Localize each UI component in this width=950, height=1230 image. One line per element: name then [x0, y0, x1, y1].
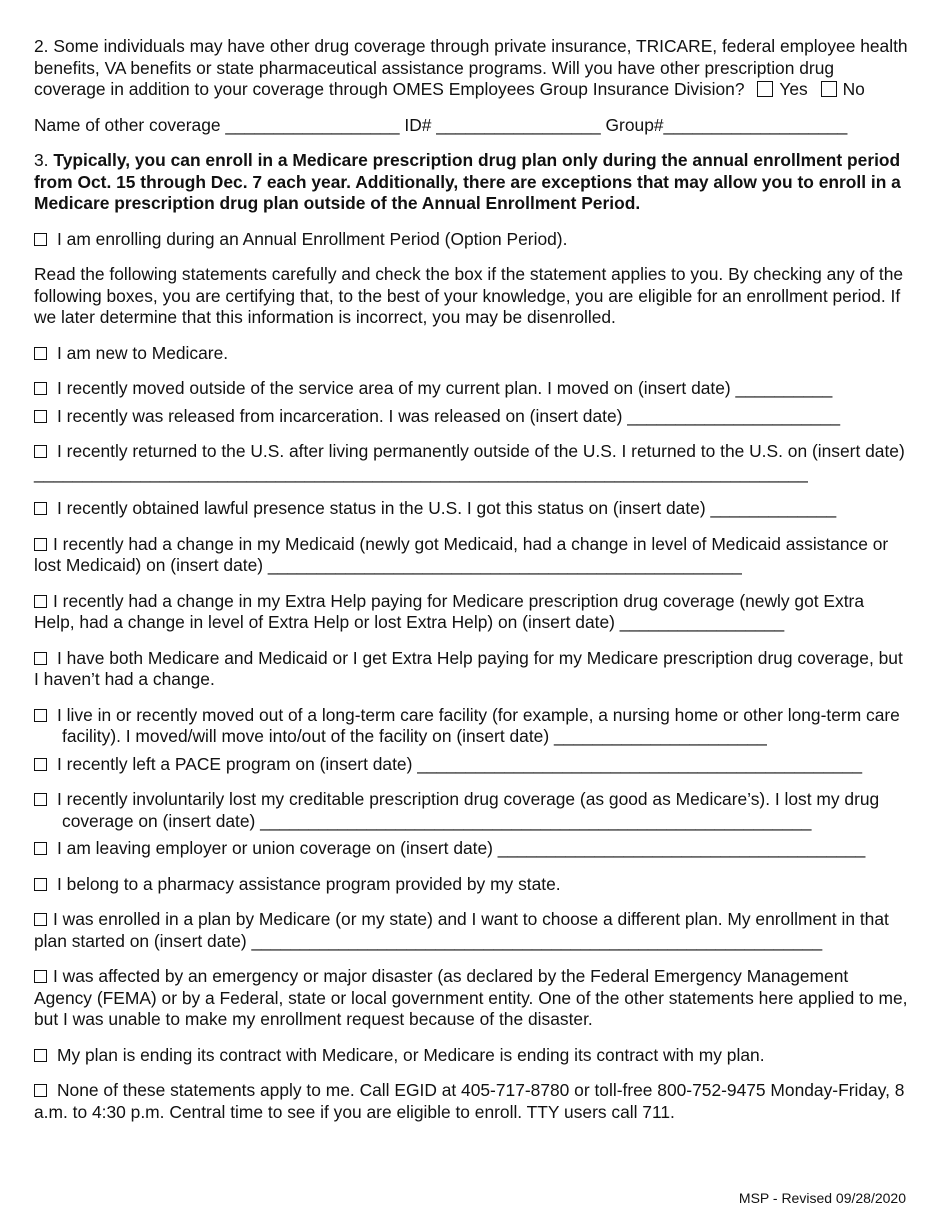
- incarceration-checkbox[interactable]: [34, 410, 47, 423]
- plan-ending-checkbox[interactable]: [34, 1049, 47, 1062]
- revision-footer: MSP - Revised 09/28/2020: [738, 1190, 906, 1206]
- statement-medicaid-change: [34, 534, 908, 577]
- enrolled-by-medicare-label: I was enrolled in a plan by Medicare (or my state) and I want to choose a different plan. My enrollment in that plan started on (insert date) ___________________________________________________________: [34, 909, 889, 951]
- pharmacy-assistance-checkbox[interactable]: [34, 878, 47, 891]
- disaster-label: I was affected by an emergency or major disaster (as declared by the Federal Emergency Management Agency (FEMA) or by a Federal, state or local government entity. One of the other statements here applied to me, but I was unable to make my enrollment request because of the disaster.: [34, 966, 908, 1029]
- statement-incarceration: [34, 406, 908, 428]
- long-term-care-checkbox[interactable]: [34, 709, 47, 722]
- statement-annual: [34, 229, 908, 251]
- creditable-coverage-checkbox[interactable]: [34, 793, 47, 806]
- form-page: [34, 36, 908, 1137]
- yes-checkbox[interactable]: [757, 81, 773, 97]
- returned-checkbox[interactable]: [34, 445, 47, 458]
- question-2: [34, 36, 908, 101]
- disaster-checkbox[interactable]: [34, 970, 47, 983]
- statement-employer-coverage: [34, 838, 908, 860]
- medicaid-change-label: I recently had a change in my Medicaid (newly got Medicaid, had a change in level of Medicaid assistance or lost Medicaid) on (insert date) _________________________________________________: [34, 533, 889, 575]
- statement-plan-ending: [34, 1045, 908, 1067]
- question-3-heading-text: Typically, you can enroll in a Medicare prescription drug plan only during the annual enrollment period from Oct. 15 through Dec. 7 each year. Additionally, there are exceptions that may allow you to enroll in a Medicare prescription drug plan outside of the Annual Enrollment Period.: [34, 150, 901, 213]
- other-coverage-group-field[interactable]: ___________________: [663, 114, 848, 135]
- moved-label: I recently moved outside of the service area of my current plan. I moved on (insert date) __________: [57, 378, 833, 398]
- statement-extra-help-change: [34, 591, 908, 634]
- statement-new-medicare: [34, 343, 908, 365]
- creditable-coverage-label: I recently involuntarily lost my creditable prescription drug coverage (as good as Medicare’s). I lost my drug coverage on (insert date) _________________________________________________________: [57, 789, 880, 831]
- statement-enrolled-by-medicare: [34, 909, 908, 952]
- annual-enrollment-checkbox[interactable]: [34, 233, 47, 246]
- no-checkbox[interactable]: [821, 81, 837, 97]
- lawful-presence-label: I recently obtained lawful presence status in the U.S. I got this status on (insert date) _____________: [57, 498, 837, 518]
- medicare-medicaid-both-checkbox[interactable]: [34, 652, 47, 665]
- employer-coverage-label: I am leaving employer or union coverage on (insert date) ______________________________________: [57, 838, 866, 858]
- statement-pace: [34, 754, 908, 776]
- statement-long-term-care: [34, 705, 908, 748]
- pace-label: I recently left a PACE program on (insert date) ______________________________________________: [57, 753, 863, 774]
- instructions-paragraph: Read the following statements carefully and check the box if the statement applies to you. By checking any of the following boxes, you are certifying that, to the best of your knowledge, you are eligible for an enrollment period. If we later determine that this information is incorrect, you may be disenrolled.: [34, 264, 904, 327]
- extra-help-change-checkbox[interactable]: [34, 595, 47, 608]
- statement-pharmacy-assistance: [34, 874, 908, 896]
- pharmacy-assistance-label: I belong to a pharmacy assistance program provided by my state.: [57, 873, 561, 894]
- pace-checkbox[interactable]: [34, 758, 47, 771]
- enrolled-by-medicare-checkbox[interactable]: [34, 913, 47, 926]
- statement-creditable-coverage: [34, 789, 908, 832]
- none-apply-label: None of these statements apply to me. Call EGID at 405-717-8780 or toll-free 800-752-9475 Monday-Friday, 8 a.m. to 4:30 p.m. Central time to see if you are eligible to enroll. TTY users call 711.: [34, 1080, 905, 1122]
- medicare-medicaid-both-label: I have both Medicare and Medicaid or I get Extra Help paying for my Medicare prescription drug coverage, but I haven’t had a change.: [34, 647, 903, 689]
- long-term-care-label: I live in or recently moved out of a long-term care facility (for example, a nursing home or other long-term care facility). I moved/will move into/out of the facility on (insert date) ______________________: [57, 704, 900, 746]
- extra-help-change-label: I recently had a change in my Extra Help paying for Medicare prescription drug coverage (newly got Extra Help, had a change in level of Extra Help or lost Extra Help) on (insert date) _________________: [34, 590, 864, 632]
- question-3-heading: [34, 150, 908, 215]
- returned-label: I recently returned to the U.S. after living permanently outside of the U.S. I returned to the U.S. on (insert date) ________________________________________________________________________________: [34, 441, 905, 483]
- employer-coverage-checkbox[interactable]: [34, 842, 47, 855]
- statement-lawful-presence: [34, 498, 908, 520]
- question-2-text: Some individuals may have other drug coverage through private insurance, TRICARE, federal employee health benefits, VA benefits or state pharmaceutical assistance programs. Will you have other prescription drug coverage in addition to your coverage through OMES Employees Group Insurance Division?: [34, 36, 908, 99]
- question-2-number: 2.: [34, 36, 49, 56]
- question-3-number: 3.: [34, 150, 49, 170]
- statement-disaster: [34, 966, 908, 1031]
- other-coverage-line: [34, 115, 908, 137]
- other-coverage-name-label: Name of other coverage: [34, 114, 221, 135]
- yes-label: Yes: [779, 79, 808, 99]
- incarceration-label: I recently was released from incarceration. I was released on (insert date) ______________________: [57, 405, 841, 426]
- annual-enrollment-label: I am enrolling during an Annual Enrollment Period (Option Period).: [57, 228, 568, 249]
- other-coverage-id-field[interactable]: _________________: [436, 114, 601, 135]
- lawful-presence-checkbox[interactable]: [34, 502, 47, 515]
- moved-checkbox[interactable]: [34, 382, 47, 395]
- new-medicare-checkbox[interactable]: [34, 347, 47, 360]
- statement-returned: [34, 441, 908, 484]
- plan-ending-label: My plan is ending its contract with Medicare, or Medicare is ending its contract with my plan.: [57, 1044, 765, 1065]
- other-coverage-group-label: Group#: [605, 114, 664, 135]
- none-apply-checkbox[interactable]: [34, 1084, 47, 1097]
- statement-medicare-medicaid-both: [34, 648, 908, 691]
- statement-moved: [34, 378, 908, 400]
- new-medicare-label: I am new to Medicare.: [57, 342, 229, 363]
- medicaid-change-checkbox[interactable]: [34, 538, 47, 551]
- statement-none-apply: [34, 1080, 908, 1123]
- no-label: No: [842, 79, 865, 99]
- other-coverage-id-label: ID#: [404, 114, 432, 135]
- other-coverage-name-field[interactable]: __________________: [225, 114, 400, 135]
